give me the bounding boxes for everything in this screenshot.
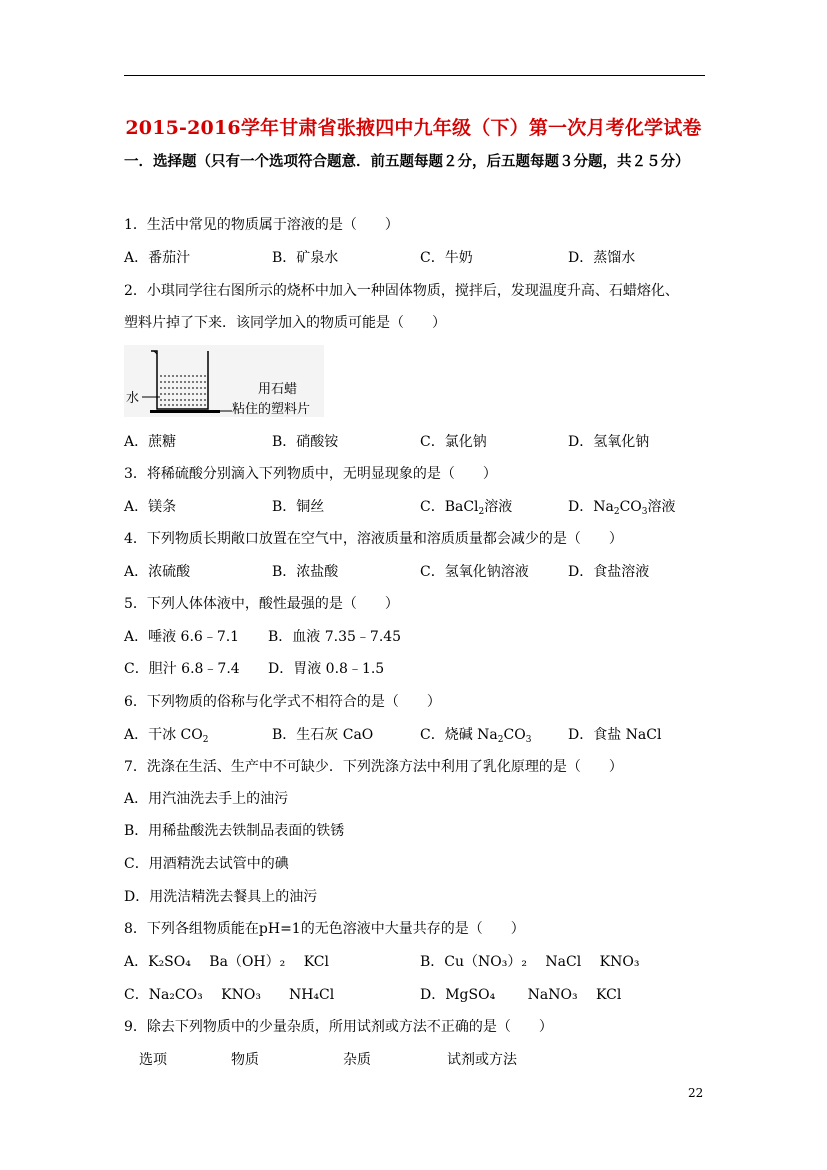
q9-stem: 9．除去下列物质中的少量杂质，所用试剂或方法不正确的是（ ） — [124, 1019, 553, 1035]
q4-option-a: A．浓硫酸 — [124, 564, 191, 580]
q4-option-b: B．浓盐酸 — [272, 564, 339, 580]
section-heading: 一．选择题（只有一个选项符合题意．前五题每题２分，后五题每题３分题，共２５分） — [124, 153, 690, 170]
q7-option-c: C．用酒精洗去试管中的碘 — [124, 856, 289, 872]
q3-stem: 3．将稀硫酸分别滴入下列物质中，无明显现象的是（ ） — [124, 466, 497, 482]
q2-option-b: B．硝酸铵 — [272, 434, 339, 450]
q3-option-d: D．$Na_2CO_3$溶液 — [568, 499, 676, 517]
q2-option-a: A．蔗糖 — [124, 434, 177, 450]
q5-stem: 5．下列人体体液中，酸性最强的是（ ） — [124, 596, 399, 612]
q8-option-c: C．Na₂CO₃ KNO₃ NH₄Cl — [124, 987, 335, 1003]
q2-stem-line2: 塑料片掉了下来．该同学加入的物质可能是（ ） — [124, 315, 446, 331]
q4-option-d: D．食盐溶液 — [568, 564, 650, 580]
q6-option-c: C．烧碱 $Na_2CO_3$ — [420, 727, 532, 745]
paper-title: 2015-2016学年甘肃省张掖四中九年级（下）第一次月考化学试卷 — [125, 117, 702, 139]
q5-option-b: B．血液 7.35﹣7.45 — [268, 629, 402, 645]
beaker-diagram — [124, 345, 324, 417]
q2-option-c: C．氯化钠 — [420, 434, 487, 450]
q8-stem: 8．下列各组物质能在pH=1的无色溶液中大量共存的是（ ） — [124, 921, 525, 937]
q6-stem: 6．下列物质的俗称与化学式不相符合的是（ ） — [124, 694, 441, 710]
q5-option-d: D．胃液 0.8﹣1.5 — [268, 661, 385, 677]
q2-stem-line1: 2．小琪同学往右图所示的烧杯中加入一种固体物质，搅拌后，发现温度升高、石蜡熔化、 — [124, 283, 679, 299]
q3-option-b: B．铜丝 — [272, 499, 325, 515]
sheet-label: 粘住的塑料片 — [232, 402, 311, 417]
q4-stem: 4．下列物质长期敞口放置在空气中，溶液质量和溶质质量都会减少的是（ ） — [124, 531, 623, 547]
q6-option-a: A．干冰 $CO_2$ — [124, 727, 209, 745]
q8-option-b: B．Cu（NO₃）₂ NaCl KNO₃ — [420, 954, 640, 970]
q9-header-option: 选项 — [139, 1052, 167, 1068]
plastic-sheet — [150, 410, 220, 413]
page-number: 22 — [688, 1086, 704, 1100]
q8-option-d: D．MgSO₄ NaNO₃ KCl — [420, 987, 622, 1003]
q9-header-substance: 物质 — [231, 1052, 259, 1068]
beaker-figure — [124, 345, 324, 417]
q6-option-b: B．生石灰 CaO — [272, 727, 374, 743]
wax-label: 用石蜡 — [258, 382, 298, 397]
q9-header-impurity: 杂质 — [343, 1052, 371, 1068]
header-rule — [124, 75, 705, 76]
q1-option-d: D．蒸馏水 — [568, 250, 636, 266]
q4-option-c: C．氢氧化钠溶液 — [420, 564, 529, 580]
q1-stem: 1．生活中常见的物质属于溶液的是（ ） — [124, 217, 399, 233]
water-label: 水 — [126, 391, 140, 406]
q7-option-a: A．用汽油洗去手上的油污 — [124, 791, 289, 807]
q6-option-d: D．食盐 NaCl — [568, 727, 662, 743]
q5-option-c: C．胆汁 6.8﹣7.4 — [124, 661, 240, 677]
q1-option-a: A．番茄汁 — [124, 250, 191, 266]
q3-option-a: A．镁条 — [124, 499, 177, 515]
q7-stem: 7．洗涤在生活、生产中不可缺少．下列洗涤方法中利用了乳化原理的是（ ） — [124, 759, 623, 775]
q5-option-a: A．唾液 6.6﹣7.1 — [124, 629, 240, 645]
q9-header-method: 试剂或方法 — [447, 1052, 517, 1068]
q2-option-d: D．氢氧化钠 — [568, 434, 650, 450]
q8-option-a: A．K₂SO₄ Ba（OH）₂ KCl — [124, 954, 329, 970]
q1-option-c: C．牛奶 — [420, 250, 473, 266]
q7-option-d: D．用洗洁精洗去餐具上的油污 — [124, 889, 318, 905]
q1-option-b: B．矿泉水 — [272, 250, 339, 266]
q7-option-b: B．用稀盐酸洗去铁制品表面的铁锈 — [124, 823, 345, 839]
q3-option-c: C．BaCl$_2$溶液 — [420, 499, 513, 517]
